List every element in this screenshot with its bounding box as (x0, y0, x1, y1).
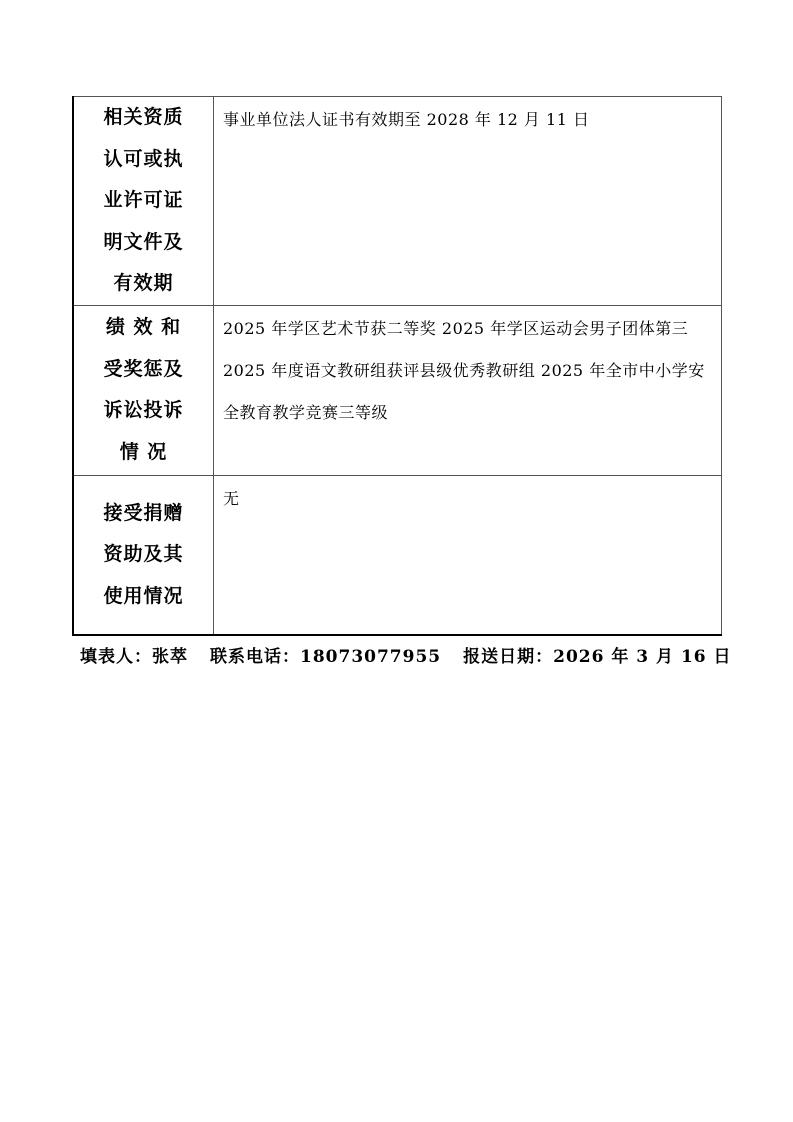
label-line: 接受捐赠 (103, 501, 184, 524)
label-line: 受奖惩及 (103, 357, 184, 380)
row-label-donations (73, 475, 214, 635)
row-label-qualifications (73, 97, 214, 306)
disclosure-table (72, 96, 722, 636)
row-label-performance (73, 305, 214, 475)
label-line: 有效期 (113, 272, 174, 294)
contact-phone: 联系电话：18073077955 (210, 647, 442, 667)
form-footer (80, 642, 732, 667)
label-line: 认可或执 (103, 147, 184, 170)
submit-date: 报送日期：2026 年 3 月 16 日 (463, 647, 732, 667)
label-line: 绩 效 和 (105, 316, 182, 338)
table-row (73, 97, 722, 306)
label-line: 诉讼投诉 (103, 399, 184, 421)
label-line: 相关资质 (103, 106, 184, 128)
row-content-performance: 2025 年学区艺术节获二等奖 2025 年学区运动会男子团体第三 2025 年度语文教研组获评县级优秀教研组 2025 年全市中小学安全教育教学竞赛三等级 (214, 305, 722, 475)
filler-name: 填表人：张萃 (80, 647, 188, 667)
table-row (73, 475, 722, 635)
row-content-qualifications: 事业单位法人证书有效期至 2028 年 12 月 11 日 (214, 97, 722, 306)
label-line: 资助及其 (103, 543, 184, 565)
label-line: 业许可证 (103, 189, 184, 211)
table-row (73, 305, 722, 475)
row-content-donations: 无 (214, 475, 722, 635)
label-line: 明文件及 (103, 230, 184, 253)
label-line: 使用情况 (103, 584, 184, 607)
label-line: 情 况 (119, 440, 168, 463)
